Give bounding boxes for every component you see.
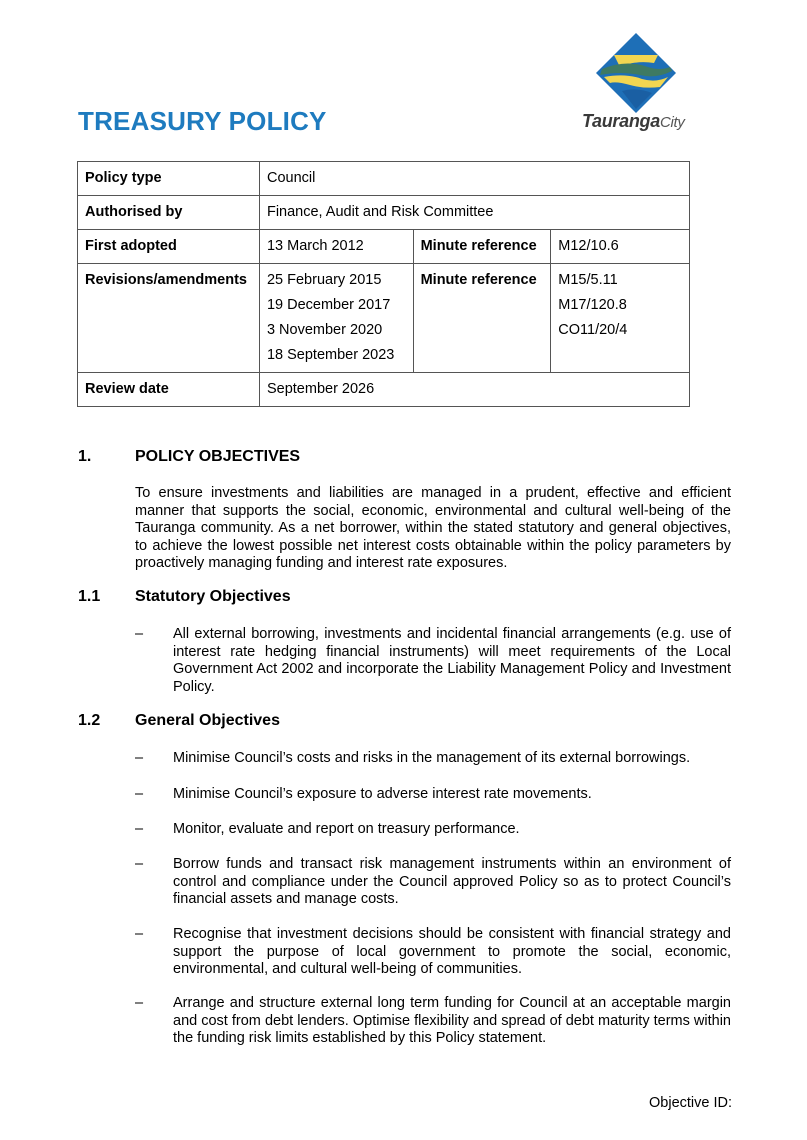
revision-minute-label: Minute reference (413, 264, 551, 373)
list-item (135, 821, 731, 839)
table-row (78, 196, 690, 230)
bullet-marker: – (135, 856, 144, 872)
bullet-text: Monitor, evaluate and report on treasury performance. (173, 821, 520, 837)
bullet-marker: – (135, 750, 144, 766)
minute-reference-value: M12/10.6 (551, 230, 690, 264)
revision-date: 19 December 2017 (266, 297, 391, 313)
table-row (78, 162, 690, 196)
list-item (135, 786, 731, 804)
bullet-text: Minimise Council’s costs and risks in the management of its external borrowings. (173, 750, 691, 766)
section-title: General Objectives (135, 712, 280, 729)
list-item (135, 750, 731, 768)
first-adopted-value: 13 March 2012 (259, 230, 413, 264)
revision-minute: M17/120.8 (558, 297, 627, 313)
list-item (135, 995, 731, 1048)
bullet-marker: – (135, 926, 144, 942)
revision-date: 3 November 2020 (266, 322, 383, 338)
section-title: POLICY OBJECTIVES (135, 448, 301, 465)
revision-minute: CO11/20/4 (558, 322, 628, 338)
section-number: 1.1 (78, 588, 101, 605)
bullet-text: Minimise Council’s exposure to adverse interest rate movements. (173, 786, 592, 802)
section-title: Statutory Objectives (135, 588, 291, 605)
logo-wordmark: TaurangaCity (582, 111, 685, 131)
revisions-label: Revisions/amendments (78, 264, 260, 373)
page-title: TREASURY POLICY (78, 106, 327, 136)
list-item (135, 856, 731, 909)
table-row (78, 373, 690, 407)
list-item (135, 626, 731, 696)
policy-type-value: Council (259, 162, 689, 196)
revision-date: 18 September 2023 (266, 347, 395, 363)
section-number: 1. (78, 448, 92, 465)
review-date-label: Review date (78, 373, 260, 407)
revision-minute: M15/5.11 (558, 272, 618, 288)
authorised-by-value: Finance, Audit and Risk Committee (259, 196, 689, 230)
bullet-text: Recognise that investment decisions should be consistent with financial strategy and support the purpose of local government to promote the social, economic, environmental, and cultural well-being of communities. (173, 926, 731, 977)
revision-date: 25 February 2015 (266, 272, 382, 288)
revision-minutes (551, 264, 690, 373)
minute-reference-label: Minute reference (413, 230, 551, 264)
bullet-marker: – (135, 821, 144, 837)
bullet-text: Borrow funds and transact risk management instruments within an environment of control and compliance under the Council approved Policy so as to protect Council’s financial assets and manage costs. (173, 856, 731, 907)
tauranga-city-logo (578, 33, 693, 137)
bullet-text: Arrange and structure external long term funding for Council at an acceptable margin and cost from debt lenders. Optimise flexibility and spread of debt maturity terms within the funding risk limits established by this Policy statement. (173, 995, 731, 1046)
first-adopted-label: First adopted (78, 230, 260, 264)
table-row (78, 230, 690, 264)
bullet-text: All external borrowing, investments and incidental financial arrangements (e.g. use of interest rate hedging financial instruments) will meet requirements of the Local Government Act 2002 and incorporate the Liability Management Policy and Investment Policy. (173, 626, 731, 695)
authorised-by-label: Authorised by (78, 196, 260, 230)
list-item (135, 926, 731, 979)
revision-dates (259, 264, 413, 373)
bullet-marker: – (135, 786, 144, 802)
bullet-marker: – (135, 626, 144, 642)
section-number: 1.2 (78, 712, 101, 729)
review-date-value: September 2026 (259, 373, 689, 407)
table-row (78, 264, 690, 373)
policy-type-label: Policy type (78, 162, 260, 196)
policy-objectives-paragraph: To ensure investments and liabilities are managed in a prudent, effective and efficient manner that supports the social, economic, environmental and cultural well-being of the Tauranga community. As a net borrower, within the stated statutory and general objectives, to achieve the lowest possible net interest costs obtainable within the policy parameters by proactively managing funding and interest rate exposures. (135, 485, 731, 571)
objective-id-footer: Objective ID: (649, 1095, 732, 1111)
policy-info-table (77, 161, 690, 407)
bullet-marker: – (135, 995, 144, 1011)
diamond-logo-icon (596, 33, 676, 113)
